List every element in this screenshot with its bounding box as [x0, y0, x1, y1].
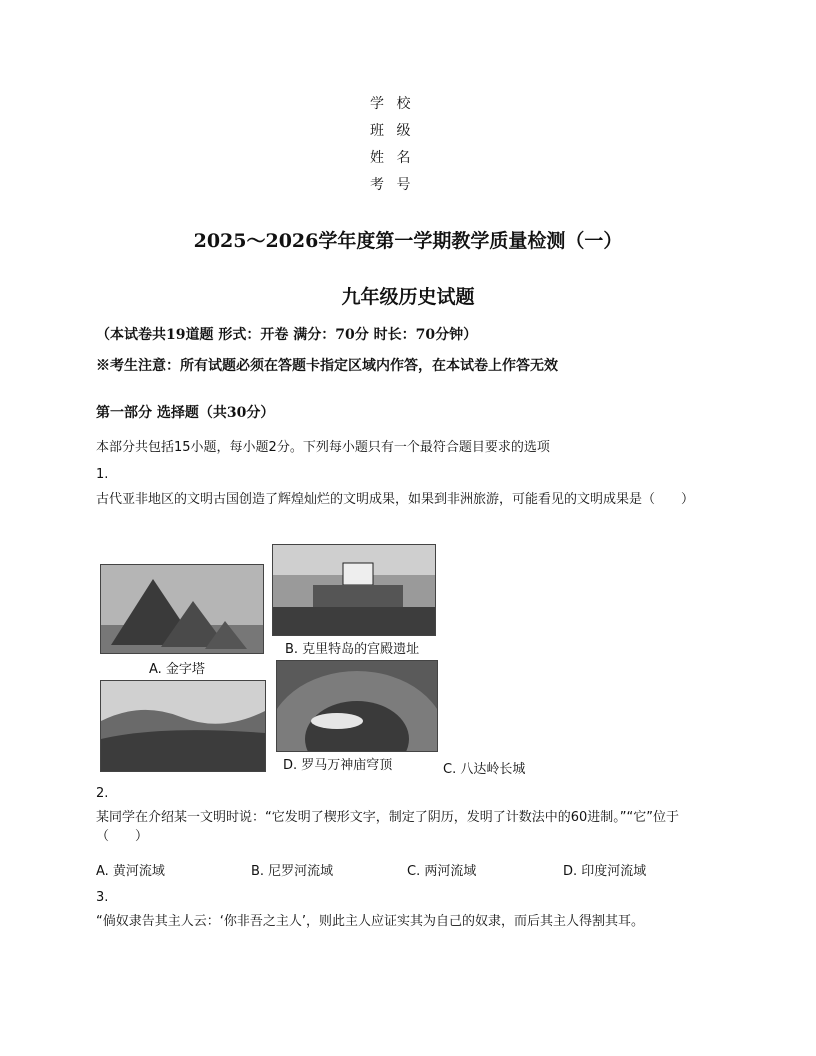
exam-info: （本试卷共19道题 形式：开卷 满分：70分 时长：70分钟）: [96, 327, 478, 343]
exam-title: 2025～2026学年度第一学期教学质量检测（一）: [193, 230, 623, 252]
q3-number: 3.: [96, 890, 109, 905]
section-description: 本部分共包括15小题，每小题2分。下列每小题只有一个最符合题目要求的选项: [96, 440, 550, 455]
header-fields: [370, 94, 450, 202]
caption-a: A. 金字塔: [146, 658, 208, 677]
q2-stem: 某同学在介绍某一文明时说：“它发明了楔形文字，制定了阴历，发明了计数法中的60进制。”“它”位于（ ）: [96, 810, 679, 844]
exam-subtitle: 九年级历史试题: [341, 286, 475, 308]
q3-stem: “倘奴隶告其主人云：‘你非吾之主人’，则此主人应证实其为自己的奴隶，而后其主人得割其耳。: [96, 914, 645, 929]
q2-option-d: D. 印度河流域: [563, 864, 647, 879]
q2-option-c: C. 两河流域: [407, 864, 477, 879]
pantheon-dome-photo: [276, 660, 438, 752]
q1-figure: [98, 544, 538, 777]
q2-number: 2.: [96, 786, 109, 801]
exam-notice: ※考生注意：所有试题必须在答题卡指定区域内作答，在本试卷上作答无效: [96, 358, 558, 374]
great-wall-photo: [100, 680, 266, 772]
caption-c: C. 八达岭长城: [440, 758, 528, 777]
q1-stem: 古代亚非地区的文明古国创造了辉煌灿烂的文明成果，如果到非洲旅游，可能看见的文明成果是（ ）: [96, 492, 695, 507]
caption-d: D. 罗马万神庙穹顶: [280, 754, 395, 773]
q2-option-a: A. 黄河流域: [96, 864, 165, 879]
name-field: 姓 名: [370, 150, 415, 166]
q1-number: 1.: [96, 467, 109, 482]
school-field: 学 校: [370, 96, 415, 112]
palace-ruins-photo: [272, 544, 436, 636]
q2-option-b: B. 尼罗河流域: [251, 864, 334, 879]
caption-b: B. 克里特岛的宫殿遗址: [282, 638, 422, 657]
section-title: 第一部分 选择题（共30分）: [96, 405, 275, 421]
pyramid-photo: [100, 564, 264, 654]
exam-number-field: 考 号: [370, 177, 415, 193]
class-field: 班 级: [370, 123, 415, 139]
